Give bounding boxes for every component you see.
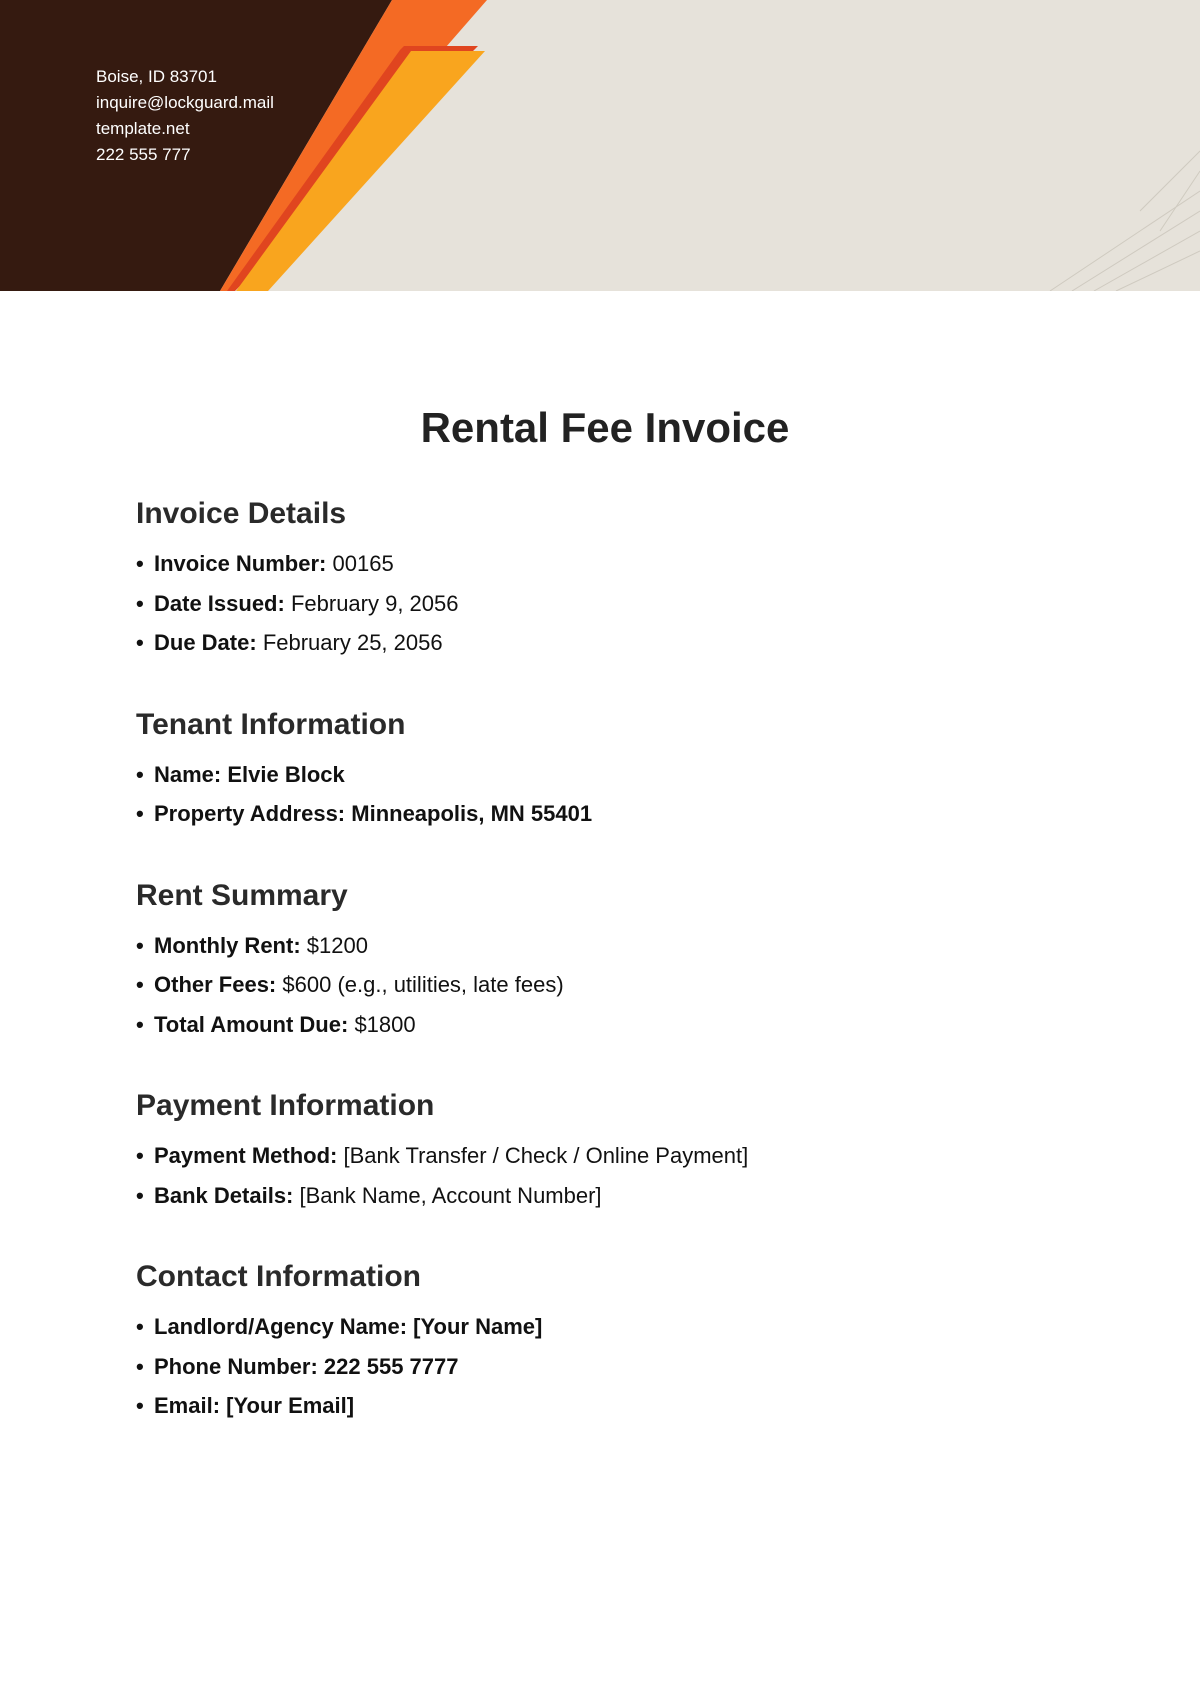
date-issued-value: February 9, 2056: [290, 590, 459, 616]
email-value: [Your Email]: [226, 1393, 355, 1418]
other-fees-value: $600 (e.g., utilities, late fees): [282, 972, 564, 997]
bullet-icon: •: [136, 590, 144, 616]
property-address-label: Property Address:: [154, 801, 346, 826]
list-item: [136, 1347, 1096, 1387]
contact-information-heading: Contact Information: [136, 1260, 421, 1293]
invoice-body: [136, 490, 1096, 1426]
contact-information-section: [136, 1253, 1096, 1426]
payment-method-value: [Bank Transfer / Check / Online Payment]: [343, 1143, 749, 1168]
monthly-rent-value: $1200: [306, 932, 368, 958]
page-title: Rental Fee Invoice: [420, 404, 790, 451]
email-label: Email:: [154, 1393, 221, 1418]
list-item: [136, 584, 1096, 624]
header-banner: [0, 0, 1200, 291]
bullet-icon: •: [136, 1393, 144, 1418]
rent-summary-list: [136, 926, 1096, 1045]
list-item: [136, 544, 1096, 584]
monthly-rent-label: Monthly Rent:: [154, 932, 301, 958]
payment-method-label: Payment Method:: [154, 1143, 338, 1168]
invoice-number-value: 00165: [332, 551, 394, 576]
list-item: [136, 794, 1096, 834]
company-address: Boise, ID 83701: [96, 67, 217, 86]
payment-information-heading: Payment Information: [136, 1089, 435, 1122]
list-item: [136, 755, 1096, 795]
bank-details-value: [Bank Name, Account Number]: [299, 1182, 602, 1208]
landlord-name-label: Landlord/Agency Name:: [154, 1314, 408, 1339]
tenant-name-label: Name:: [154, 761, 222, 787]
bullet-icon: •: [136, 801, 144, 826]
company-contact-block: [96, 64, 274, 168]
invoice-details-list: [136, 544, 1096, 663]
payment-information-section: [136, 1082, 1096, 1215]
bank-details-label: Bank Details:: [154, 1182, 294, 1208]
contact-information-list: [136, 1307, 1096, 1426]
bullet-icon: •: [136, 1353, 144, 1379]
bullet-icon: •: [136, 630, 144, 655]
tenant-information-list: [136, 755, 1096, 834]
date-issued-label: Date Issued:: [154, 590, 285, 616]
other-fees-label: Other Fees:: [154, 972, 277, 997]
company-email: inquire@lockguard.mail: [96, 93, 274, 112]
phone-number-value: 222 555 7777: [323, 1353, 459, 1379]
invoice-details-heading: Invoice Details: [136, 497, 347, 530]
list-item: [136, 1386, 1096, 1426]
total-due-value: $1800: [354, 1011, 416, 1037]
payment-information-list: [136, 1136, 1096, 1215]
total-due-label: Total Amount Due:: [154, 1011, 349, 1037]
invoice-number-label: Invoice Number:: [154, 551, 327, 576]
list-item: [136, 1176, 1096, 1216]
bullet-icon: •: [136, 1182, 144, 1208]
bullet-icon: •: [136, 761, 144, 787]
tenant-information-section: [136, 701, 1096, 834]
rent-summary-section: [136, 872, 1096, 1045]
list-item: [136, 1136, 1096, 1176]
invoice-details-section: [136, 490, 1096, 663]
tenant-information-heading: Tenant Information: [136, 707, 406, 741]
list-item: [136, 1307, 1096, 1347]
due-date-label: Due Date:: [154, 630, 257, 655]
bullet-icon: •: [136, 1011, 144, 1037]
bullet-icon: •: [136, 551, 144, 576]
company-phone: 222 555 777: [96, 145, 191, 164]
company-website: template.net: [96, 119, 190, 138]
list-item: [136, 965, 1096, 1005]
due-date-value: February 25, 2056: [262, 630, 443, 655]
bullet-icon: •: [136, 1314, 144, 1339]
landlord-name-value: [Your Name]: [413, 1314, 543, 1339]
tenant-name-value: Elvie Block: [227, 761, 345, 787]
bullet-icon: •: [136, 1143, 144, 1168]
list-item: [136, 1005, 1096, 1045]
list-item: [136, 926, 1096, 966]
rent-summary-heading: Rent Summary: [136, 878, 348, 912]
bullet-icon: •: [136, 972, 144, 997]
bullet-icon: •: [136, 932, 144, 958]
list-item: [136, 623, 1096, 663]
property-address-value: Minneapolis, MN 55401: [351, 801, 593, 826]
phone-number-label: Phone Number:: [154, 1353, 318, 1379]
